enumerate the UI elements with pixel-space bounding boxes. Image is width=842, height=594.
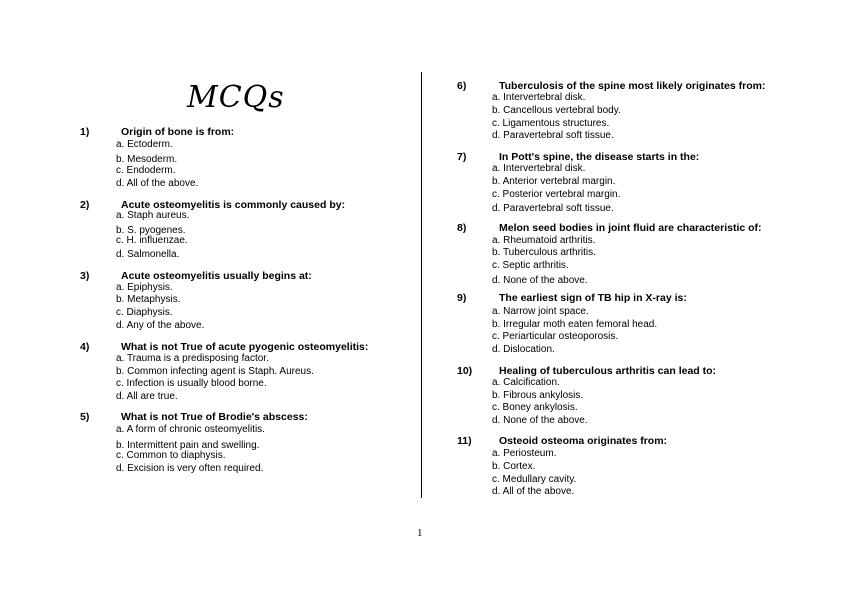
question-number: 3) (80, 270, 90, 282)
question-number: 1) (80, 126, 90, 138)
answer-option: b. Cancellous vertebral body. (492, 105, 621, 116)
answer-option: b. Intermittent pain and swelling. (116, 440, 260, 451)
question-number: 7) (457, 151, 467, 163)
answer-option: d. None of the above. (492, 415, 588, 426)
answer-option: d. Any of the above. (116, 320, 205, 331)
answer-option: d. None of the above. (492, 275, 588, 286)
answer-option: d. Salmonella. (116, 249, 180, 260)
answer-option: d. All are true. (116, 391, 178, 402)
question-text: Acute osteomyelitis is commonly caused by: (121, 199, 346, 211)
question-number: 10) (457, 365, 473, 377)
answer-option: a. Staph aureus. (116, 210, 190, 221)
question-number: 5) (80, 411, 90, 423)
answer-option: c. Periarticular osteoporosis. (492, 331, 619, 342)
answer-option: a. A form of chronic osteomyelitis. (116, 424, 265, 435)
answer-option: a. Epiphysis. (116, 282, 173, 293)
answer-option: c. Septic arthritis. (492, 260, 569, 271)
question-text: Melon seed bodies in joint fluid are characteristic of: (499, 222, 762, 234)
question-number: 2) (80, 199, 90, 211)
answer-option: a. Ectoderm. (116, 139, 173, 150)
question-text: What is not True of acute pyogenic osteomyelitis: (121, 341, 369, 353)
question-text: Healing of tuberculous arthritis can lead to: (499, 365, 717, 377)
answer-option: b. Fibrous ankylosis. (492, 390, 584, 401)
column-divider (421, 72, 422, 498)
answer-option: b. Metaphysis. (116, 294, 181, 305)
answer-option: a. Periosteum. (492, 448, 557, 459)
question-text: Acute osteomyelitis usually begins at: (121, 270, 312, 282)
answer-option: d. Excision is very often required. (116, 463, 264, 474)
question-number: 9) (457, 292, 467, 304)
question-number: 11) (457, 435, 472, 447)
answer-option: c. Endoderm. (116, 165, 176, 176)
answer-option: d. All of the above. (116, 178, 199, 189)
question-text: The earliest sign of TB hip in X-ray is: (499, 292, 687, 304)
answer-option: b. Common infecting agent is Staph. Aureus. (116, 366, 314, 377)
question-number: 4) (80, 341, 90, 353)
answer-option: a. Intervertebral disk. (492, 163, 586, 174)
answer-option: b. S. pyogenes. (116, 225, 186, 236)
answer-option: c. Medullary cavity. (492, 474, 577, 485)
answer-option: a. Rheumatoid arthritis. (492, 235, 596, 246)
page-number: 1 (417, 527, 423, 539)
answer-option: a. Trauma is a predisposing factor. (116, 353, 269, 364)
answer-option: c. Boney ankylosis. (492, 402, 578, 413)
page-title: MCQs (187, 80, 285, 115)
question-text: Tuberculosis of the spine most likely originates from: (499, 80, 766, 92)
question-text: Origin of bone is from: (121, 126, 235, 138)
answer-option: a. Intervertebral disk. (492, 92, 586, 103)
question-number: 8) (457, 222, 467, 234)
answer-option: d. All of the above. (492, 486, 575, 497)
answer-option: d. Dislocation. (492, 344, 555, 355)
answer-option: c. Ligamentous structures. (492, 118, 610, 129)
question-number: 6) (457, 80, 467, 92)
answer-option: b. Mesoderm. (116, 154, 178, 165)
answer-option: c. Posterior vertebral margin. (492, 189, 621, 200)
answer-option: b. Irregular moth eaten femoral head. (492, 319, 658, 330)
answer-option: a. Narrow joint space. (492, 306, 589, 317)
answer-option: d. Paravertebral soft tissue. (492, 130, 614, 141)
question-text: In Pott's spine, the disease starts in the: (499, 151, 700, 163)
question-text: Osteoid osteoma originates from: (499, 435, 668, 447)
answer-option: b. Anterior vertebral margin. (492, 176, 616, 187)
answer-option: b. Tuberculous arthritis. (492, 247, 596, 258)
answer-option: c. H. influenzae. (116, 235, 188, 246)
answer-option: c. Diaphysis. (116, 307, 173, 318)
answer-option: b. Cortex. (492, 461, 536, 472)
question-text: What is not True of Brodie's abscess: (121, 411, 308, 423)
answer-option: a. Calcification. (492, 377, 560, 388)
answer-option: d. Paravertebral soft tissue. (492, 203, 614, 214)
answer-option: c. Common to diaphysis. (116, 450, 226, 461)
answer-option: c. Infection is usually blood borne. (116, 378, 267, 389)
